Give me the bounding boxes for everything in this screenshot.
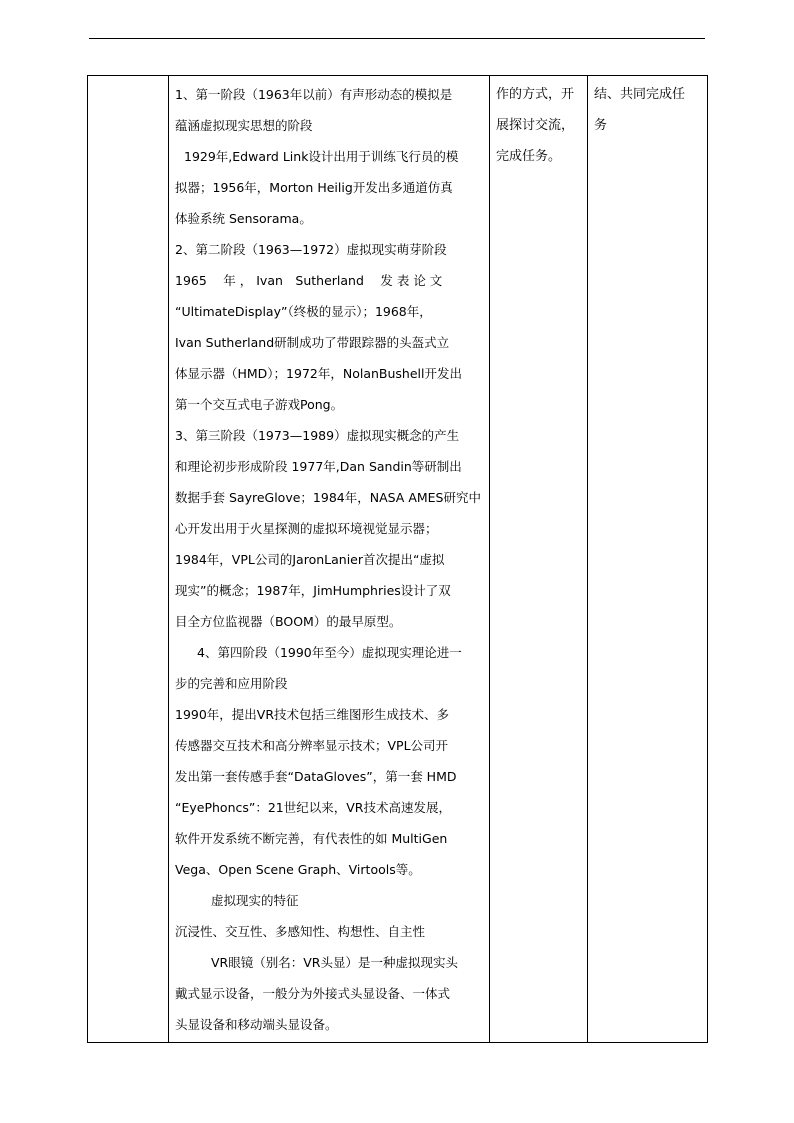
- text-line: 体显示器（HMD）；1972年，NolanBushell开发出: [175, 366, 462, 381]
- text-line: 发出第一套传感手套“DataGloves”，第一套 HMD: [175, 769, 457, 784]
- text-line: 4、第四阶段（1990年至今）虚拟现实理论进一: [197, 645, 462, 660]
- text-line: VR眼镜（别名：VR头显）是一种虚拟现实头: [211, 955, 458, 970]
- text-line: 和理论初步形成阶段 1977年,Dan Sandin等研制出: [175, 459, 462, 474]
- text-line: 心开发出用于火星探测的虚拟环境视觉显示器；: [175, 521, 438, 536]
- text-line: 2、第二阶段（1963—1972）虚拟现实萌芽阶段: [175, 242, 447, 257]
- content-cell: [169, 76, 490, 1043]
- header-rule: [89, 38, 705, 39]
- text-line: 蕴涵虚拟现实思想的阶段: [175, 118, 313, 133]
- student-activity-cell: [490, 76, 588, 1043]
- text-line: 目全方位监视器（BOOM）的最早原型。: [175, 614, 402, 629]
- content-lines: [169, 76, 489, 1040]
- text-line: 1965 年 ， Ivan Sutherland 发 表 论 文: [175, 273, 443, 288]
- text-line: 3、第三阶段（1973—1989）虚拟现实概念的产生: [175, 428, 460, 443]
- text-line: 步的完善和应用阶段: [175, 676, 288, 691]
- text-line: Ivan Sutherland研制成功了带跟踪器的头盔式立: [175, 335, 450, 350]
- text-line: 1929年,Edward Link设计出用于训练飞行员的模: [184, 149, 459, 164]
- text-line: 拟器；1956年，Morton Heilig开发出多通道仿真: [175, 180, 453, 195]
- empty-label-cell: [88, 76, 169, 1043]
- lesson-table: [87, 75, 708, 1043]
- text-line: 戴式显示设备，一般分为外接式头显设备、一体式: [175, 986, 451, 1001]
- text-line: Vega、Open Scene Graph、Virtools等。: [175, 862, 421, 877]
- text-line: 头显设备和移动端头显设备。: [175, 1017, 338, 1032]
- text-line: 沉浸性、交互性、多感知性、构想性、自主性: [175, 924, 426, 939]
- text-line: 传感器交互技术和高分辨率显示技术；VPL公司开: [175, 738, 449, 753]
- design-intent-lines: [588, 76, 707, 141]
- table-row: [88, 76, 708, 1043]
- text-line: 1984年，VPL公司的JaronLanier首次提出“虚拟: [175, 552, 445, 567]
- text-line: 1990年，提出VR技术包括三维图形生成技术、多: [175, 707, 450, 722]
- text-line: 完成任务。: [496, 149, 562, 164]
- text-line: 1、第一阶段（1963年以前）有声形动态的模拟是: [175, 87, 453, 102]
- text-line: “UltimateDisplay”（终极的显示）；1968年，: [175, 304, 432, 319]
- text-line: 软件开发系统不断完善，有代表性的如 MultiGen: [175, 831, 448, 846]
- text-line: 作的方式，开: [496, 87, 575, 102]
- text-line: “EyePhoncs”：21世纪以来，VR技术高速发展，: [175, 800, 451, 815]
- text-line: 展探讨交流，: [496, 118, 575, 133]
- text-line: 现实”的概念；1987年，JimHumphries设计了双: [175, 583, 451, 598]
- text-line: 第一个交互式电子游戏Pong。: [175, 397, 344, 412]
- text-line: 结、共同完成任: [594, 87, 686, 102]
- design-intent-cell: [588, 76, 708, 1043]
- text-line: 数据手套 SayreGlove；1984年，NASA AMES研究中: [175, 490, 481, 505]
- text-line: 虚拟现实的特征: [211, 893, 299, 908]
- text-line: 体验系统 Sensorama。: [175, 211, 312, 226]
- student-activity-lines: [490, 76, 587, 172]
- text-line: 务: [594, 118, 608, 133]
